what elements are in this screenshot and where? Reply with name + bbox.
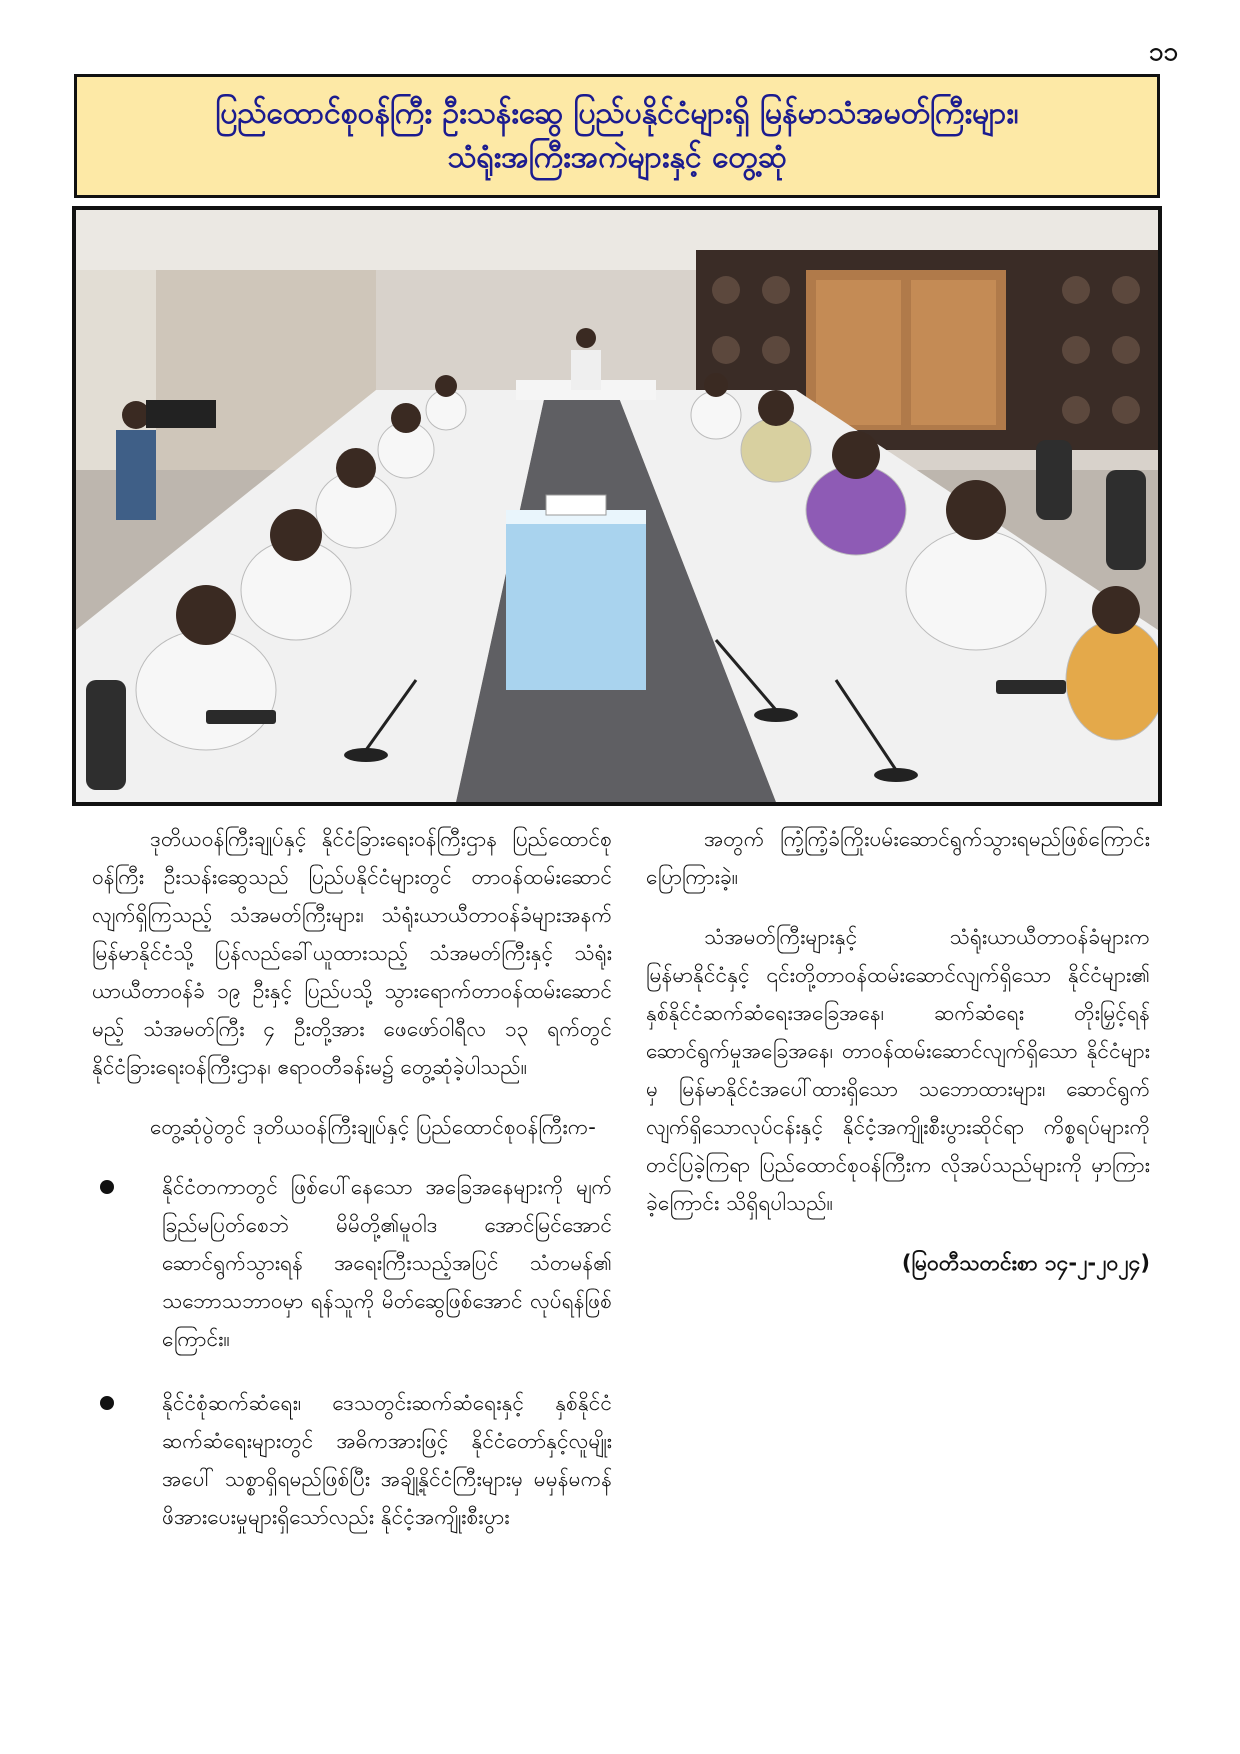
headline-box — [74, 74, 1160, 198]
bullet-dot-icon — [100, 1180, 114, 1194]
bullet-text: နိုင်ငံတကာတွင် ဖြစ်ပေါ်နေသော အခြေအနေများကို မျက်ခြည်မပြတ်စေဘဲ မိမိတို့၏မူဝါဒ အောင်မြင်အောင် ဆောင်ရွက်သွားရန် အရေးကြီးသည့်အပြင် သံတမန်၏ သဘောသဘာဝမှာ ရန်သူကို မိတ်ဆွေဖြစ်အောင် လုပ်ရန်ဖြစ်ကြောင်း။ — [162, 1175, 612, 1351]
headline-line-1: ပြည်ထောင်စုဝန်ကြီး ဦးသန်းဆွေ ပြည်ပနိုင်ငံများရှိ မြန်မာသံအမတ်ကြီးများ၊ — [215, 96, 1019, 131]
bullet-item — [92, 1384, 612, 1536]
bullet-dot-icon — [100, 1396, 114, 1410]
article-paragraph: ဒုတိယဝန်ကြီးချုပ်နှင့် နိုင်ငံခြားရေးဝန်ကြီးဌာန ပြည်ထောင်စုဝန်ကြီး ဦးသန်းဆွေသည် ပြည်ပနိုင်ငံများတွင် တာဝန်ထမ်းဆောင်လျက်ရှိကြသည့် သံအမတ်ကြီးများ၊ သံရုံးယာယီတာဝန်ခံများအနက် မြန်မာနိုင်ငံသို့ ပြန်လည်ခေါ်ယူထားသည့် သံအမတ်ကြီးနှင့် သံရုံးယာယီတာဝန်ခံ ၁၉ ဦးနှင့် ပြည်ပသို့ သွားရောက်တာဝန်ထမ်းဆောင်မည့် သံအမတ်ကြီး ၄ ဦးတို့အား ဖေဖော်ဝါရီလ ၁၃ ရက်တွင် နိုင်ငံခြားရေးဝန်ကြီးဌာန၊ ဧရာဝတီခန်းမ၌ တွေ့ဆုံခဲ့ပါသည်။ — [92, 827, 612, 1079]
bullet-item — [92, 1168, 612, 1358]
meeting-photo — [72, 206, 1162, 806]
article-left-column — [92, 820, 612, 1562]
bullet-text: နိုင်ငံစုံဆက်ဆံရေး၊ ဒေသတွင်းဆက်ဆံရေးနှင့် နှစ်နိုင်ငံဆက်ဆံရေးများတွင် အဓိကအားဖြင့် နိုင်ငံတော်နှင့်လူမျိုးအပေါ် သစ္စာရှိရမည်ဖြစ်ပြီး အချို့နိုင်ငံကြီးများမှ မမှန်မကန်ဖိအားပေးမှုများရှိသော်လည်း နိုင်ငံ့အကျိုးစီးပွား — [162, 1391, 612, 1529]
source-citation: (မြဝတီသတင်းစာ ၁၄-၂-၂၀၂၄) — [901, 1251, 1150, 1275]
bullet-list — [92, 1168, 612, 1536]
article-right-column — [646, 820, 1150, 1282]
article-paragraph: သံအမတ်ကြီးများနှင့် သံရုံးယာယီတာဝန်ခံများက မြန်မာနိုင်ငံနှင့် ၎င်းတို့တာဝန်ထမ်းဆောင်လျက်ရှိသော နိုင်ငံများ၏ နှစ်နိုင်ငံဆက်ဆံရေးအခြေအနေ၊ ဆက်ဆံရေး တိုးမြှင့်ရန် ဆောင်ရွက်မှုအခြေအနေ၊ တာဝန်ထမ်းဆောင်လျက်ရှိသော နိုင်ငံများမှ မြန်မာနိုင်ငံအပေါ်ထားရှိသော သဘောထားများ၊ ဆောင်ရွက်လျက်ရှိသောလုပ်ငန်းနှင့် နိုင်ငံ့အကျိုးစီးပွားဆိုင်ရာ ကိစ္စရပ်များကို တင်ပြခဲ့ကြရာ ပြည်ထောင်စုဝန်ကြီးက လိုအပ်သည်များကို မှာကြားခဲ့ကြောင်း သိရှိရပါသည်။ — [646, 925, 1150, 1215]
article-paragraph: အတွက် ကြံ့ကြံ့ခံကြိုးပမ်းဆောင်ရွက်သွားရမည်ဖြစ်ကြောင်း ပြောကြားခဲ့။ — [646, 827, 1150, 889]
page-number: ၁၁ — [1148, 37, 1178, 67]
article-paragraph: တွေ့ဆုံပွဲတွင် ဒုတိယဝန်ကြီးချုပ်နှင့် ပြည်ထောင်စုဝန်ကြီးက- — [150, 1115, 596, 1139]
headline-line-2: သံရုံးအကြီးအကဲများနှင့် တွေ့ဆုံ — [447, 140, 787, 175]
meeting-room-illustration — [76, 210, 1158, 802]
